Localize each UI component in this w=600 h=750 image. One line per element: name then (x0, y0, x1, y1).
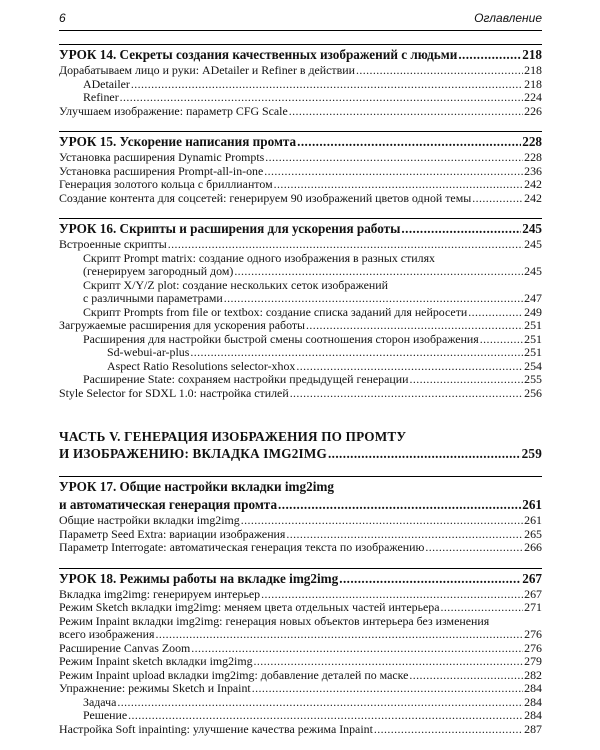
dot-leader (131, 78, 523, 92)
dot-leader (472, 192, 523, 206)
toc-page-number: 254 (524, 358, 542, 373)
dot-leader (409, 669, 523, 683)
dot-leader (339, 570, 521, 587)
toc-page-number: 279 (524, 654, 542, 668)
toc-entry[interactable] (59, 151, 542, 165)
running-title: Оглавление (474, 11, 542, 25)
dot-leader (156, 628, 524, 642)
toc-entry[interactable] (59, 165, 542, 179)
toc-page-number: 271 (524, 600, 542, 614)
toc-page-number: 224 (524, 90, 542, 104)
toc-part-line: ЧАСТЬ V. ГЕНЕРАЦИЯ ИЗОБРАЖЕНИЯ ПО ПРОМТУ (59, 429, 407, 444)
toc-page-number: 218 (524, 63, 542, 77)
toc-entry-title: ADetailer (83, 76, 130, 91)
toc-page-number: 218 (522, 47, 542, 62)
dot-leader (468, 306, 523, 320)
toc-entry[interactable] (59, 238, 542, 252)
toc-entry-title: УРОК 14. Секреты создания качественных изображений с людьми (59, 47, 458, 62)
dot-leader (297, 133, 521, 150)
dot-leader (306, 319, 523, 333)
toc-page-number: 261 (524, 513, 542, 527)
toc-page-number: 261 (522, 497, 542, 512)
toc-page-number: 266 (524, 540, 542, 554)
toc-page-number: 247 (524, 291, 542, 305)
toc-entry[interactable] (59, 655, 542, 669)
toc-entry[interactable] (59, 628, 542, 642)
toc-entry[interactable] (59, 306, 542, 320)
toc-page-number: 276 (524, 640, 542, 655)
toc-entry[interactable] (59, 642, 542, 656)
dot-leader (274, 178, 524, 192)
toc-page-number: 236 (524, 163, 542, 178)
toc-entry-title: УРОК 18. Режимы работы на вкладке img2img (59, 570, 339, 586)
toc-entry-title: всего изображения (59, 627, 155, 641)
toc-entry-title: Aspect Ratio Resolutions selector-xhox (107, 358, 296, 373)
dot-leader (328, 445, 521, 462)
toc-entry[interactable] (59, 292, 542, 306)
toc-part (59, 428, 542, 462)
toc-entry[interactable] (59, 265, 542, 279)
dot-leader (409, 373, 523, 387)
toc-page-number: 259 (521, 446, 542, 461)
toc-entry[interactable] (59, 601, 542, 615)
toc-entry[interactable] (59, 682, 542, 696)
toc-page-number: 256 (524, 385, 542, 400)
dot-leader (168, 238, 523, 252)
toc-entry-title: Улучшаем изображение: параметр CFG Scale (59, 103, 288, 118)
toc-entry[interactable] (59, 105, 542, 119)
toc-entry-title: (генерируем загородный дом) (83, 264, 234, 278)
dot-leader (289, 105, 523, 119)
toc-page-number: 251 (524, 345, 542, 359)
toc-section (59, 131, 542, 205)
toc-entry-title: с различными параметрами (83, 291, 223, 305)
toc-entry[interactable] (59, 319, 542, 333)
toc-page-number: 276 (524, 627, 542, 641)
dot-leader (120, 91, 524, 105)
toc-section (59, 568, 542, 737)
dot-leader (374, 723, 523, 737)
dot-leader (264, 165, 523, 179)
toc-entry-line: Скрипт X/Y/Z plot: создание нескольких сеток изображений (83, 277, 389, 292)
toc-entry[interactable] (59, 91, 542, 105)
toc-entry-title: Дорабатываем лицо и руки: ADetailer и Refiner в действии (59, 63, 355, 77)
toc-entry-title: Встроенные скрипты (59, 237, 167, 251)
toc-page-number: 284 (524, 681, 542, 695)
dot-leader (252, 682, 523, 696)
dot-leader (117, 696, 523, 710)
dot-leader (278, 496, 521, 513)
dot-leader (425, 541, 523, 555)
dot-leader (224, 292, 523, 306)
toc-lesson-title[interactable] (59, 569, 542, 588)
dot-leader (458, 46, 521, 63)
toc-entry-title: Вкладка img2img: генерируем интерьер (59, 586, 261, 601)
toc-lesson-title[interactable] (59, 132, 542, 151)
toc-entry-title: Sd-webui-ar-plus (107, 345, 190, 359)
toc-entry[interactable] (59, 373, 542, 387)
toc-page-number: 249 (524, 304, 542, 319)
toc-page-number: 287 (524, 721, 542, 736)
toc-entry[interactable] (59, 669, 542, 683)
toc-entry[interactable] (59, 541, 542, 555)
dot-leader (190, 346, 523, 360)
toc-entry-title: Общие настройки вкладки img2img (59, 513, 240, 527)
toc-entry-title: Режим Inpaint sketch вкладки img2img (59, 654, 253, 668)
toc-entry[interactable] (59, 192, 542, 206)
toc-entry-title: Refiner (83, 90, 119, 104)
toc-page-number: 226 (524, 103, 542, 118)
toc-entry[interactable] (59, 696, 542, 710)
toc-entry[interactable] (59, 360, 542, 374)
toc-entry-title: Расширения для настройки быстрой смены соотношения сторон изображения (83, 331, 479, 346)
toc-page-number: 245 (522, 221, 542, 236)
toc-entry[interactable] (59, 64, 542, 78)
dot-leader (480, 333, 523, 347)
toc-section (59, 218, 542, 400)
toc-entry-title: Режим Sketch вкладки img2img: меняем цвета отдельных частей интерьера (59, 600, 440, 614)
dot-leader (286, 528, 523, 542)
running-header (59, 8, 542, 31)
toc-entry-title: Задача (83, 694, 117, 709)
toc-entry[interactable] (59, 528, 542, 542)
dot-leader (191, 642, 523, 656)
toc-page-number: 242 (524, 190, 542, 205)
toc-part-title[interactable] (59, 445, 542, 462)
toc-entry-title: Создание контента для соцсетей: генерируем 90 изображений цветов одной темы (59, 190, 472, 205)
dot-leader (265, 151, 523, 165)
page-number: 6 (59, 11, 66, 25)
table-of-contents (59, 44, 542, 736)
toc-lesson-line: УРОК 17. Общие настройки вкладки img2img (59, 479, 334, 494)
toc-lesson-title[interactable] (59, 495, 542, 514)
toc-entry-title: Параметр Interrogate: автоматическая генерация текста по изображению (59, 540, 425, 554)
toc-entry-title: Решение (83, 708, 128, 722)
toc-page-number: 255 (524, 372, 542, 386)
toc-entry[interactable] (59, 346, 542, 360)
toc-entry[interactable] (59, 588, 542, 602)
toc-page-number: 228 (522, 134, 542, 149)
toc-entry-title: и автоматическая генерация промта (59, 497, 278, 512)
toc-entry-title: УРОК 16. Скрипты и расширения для ускорения работы (59, 221, 401, 236)
toc-entry-title: Расширение Canvas Zoom (59, 640, 191, 655)
toc-entry-title: Расширение State: сохраняем настройки предыдущей генерации (83, 372, 409, 386)
toc-page-number: 245 (524, 264, 542, 278)
dot-leader (261, 588, 523, 602)
dot-leader (441, 601, 524, 615)
toc-entry-title: Скрипт Prompts from file or textbox: создание списка заданий для нейросети (83, 304, 468, 319)
toc-page-number: 245 (524, 237, 542, 251)
toc-entry-title: Style Selector for SDXL 1.0: настройка стилей (59, 385, 289, 400)
toc-section (59, 44, 542, 118)
toc-entry-title: Установка расширения Prompt-all-in-one (59, 163, 264, 178)
dot-leader (401, 220, 521, 237)
toc-entry[interactable] (59, 514, 542, 528)
toc-lesson-title[interactable] (59, 219, 542, 238)
toc-page-number: 284 (524, 708, 542, 722)
toc-page-number: 228 (524, 150, 542, 164)
toc-entry-line: Скрипт Prompt matrix: создание одного изображения в разных стилях (83, 250, 435, 265)
toc-page-number: 251 (524, 331, 542, 346)
dot-leader (128, 709, 523, 723)
toc-entry-title: Режим Inpaint upload вкладки img2img: добавление деталей по маске (59, 667, 409, 682)
toc-page-number: 267 (524, 586, 542, 601)
toc-entry[interactable] (59, 723, 542, 737)
toc-lesson-title[interactable] (59, 45, 542, 64)
dot-leader (296, 360, 523, 374)
toc-entry[interactable] (59, 709, 542, 723)
toc-entry[interactable] (59, 333, 542, 347)
toc-page-number: 242 (524, 177, 542, 191)
dot-leader (290, 387, 523, 401)
toc-entry-title: Генерация золотого кольца с бриллиантом (59, 177, 273, 191)
toc-entry-title: Загружаемые расширения для ускорения работы (59, 318, 306, 332)
dot-leader (356, 64, 523, 78)
toc-entry-title: И ИЗОБРАЖЕНИЮ: ВКЛАДКА IMG2IMG (59, 446, 327, 461)
toc-entry-title: Настройка Soft inpainting: улучшение качества режима Inpaint (59, 721, 373, 736)
toc-entry-title: Параметр Seed Extra: вариации изображения (59, 526, 286, 541)
toc-page-number: 267 (522, 570, 542, 586)
toc-page-number: 251 (524, 318, 542, 332)
toc-entry-title: Установка расширения Dynamic Prompts (59, 150, 265, 164)
toc-entry[interactable] (59, 387, 542, 401)
toc-page-number: 265 (524, 526, 542, 541)
dot-leader (254, 655, 524, 669)
toc-section (59, 476, 542, 555)
toc-page-number: 284 (524, 694, 542, 709)
toc-entry-line: Режим Inpaint вкладки img2img: генерация новых объектов интерьера без изменения (59, 613, 490, 628)
toc-entry[interactable] (59, 178, 542, 192)
toc-entry-title: Упражнение: режимы Sketch и Inpaint (59, 681, 251, 695)
toc-page-number: 282 (524, 667, 542, 682)
toc-entry[interactable] (59, 78, 542, 92)
toc-entry-title: УРОК 15. Ускорение написания промта (59, 134, 297, 149)
dot-leader (234, 265, 523, 279)
toc-page-number: 218 (524, 76, 542, 91)
dot-leader (241, 514, 523, 528)
